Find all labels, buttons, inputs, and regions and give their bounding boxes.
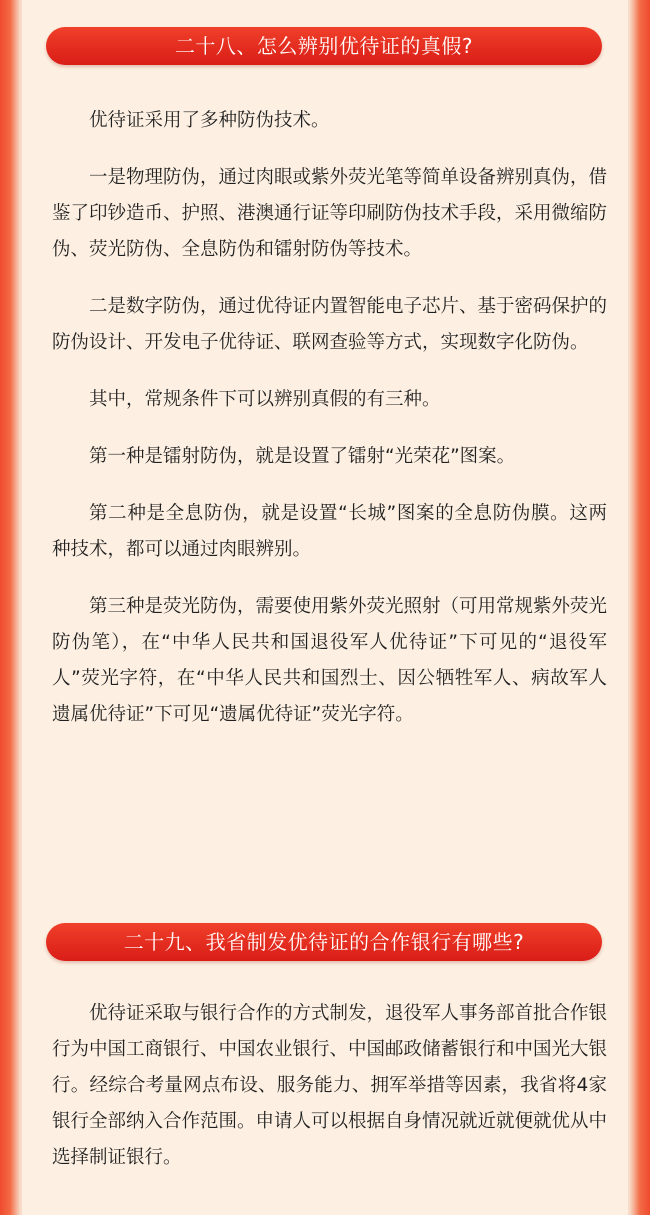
section-header-29 [46, 923, 602, 961]
section-header-28 [46, 27, 602, 65]
section-body-29 [52, 996, 607, 1176]
paragraph: 二是数字防伪，通过优待证内置智能电子芯片、基于密码保护的防伪设计、开发电子优待证、联网查验等方式，实现数字化防伪。 [52, 296, 608, 353]
paragraph: 优待证采用了多种防伪技术。 [89, 110, 330, 131]
section-title-28: 二十八、怎么辨别优待证的真假? [174, 34, 474, 58]
paragraph: 优待证采取与银行合作的方式制发，退役军人事务部首批合作银行为中国工商银行、中国农业银行、中国邮政储蓄银行和中国光大银行。经综合考量网点布设、服务能力、拥军举措等因素，我省将4家银行全部纳入合作范围。申请人可以根据自身情况就近就便就优从中选择制证银行。 [52, 1003, 608, 1168]
paragraph: 第二种是全息防伪，就是设置“长城”图案的全息防伪膜。这两种技术，都可以通过肉眼辨别。 [52, 503, 607, 560]
section-title-29: 二十九、我省制发优待证的合作银行有哪些? [123, 930, 525, 954]
paragraph: 一是物理防伪，通过肉眼或紫外荧光笔等简单设备辨别真伪，借鉴了印钞造币、护照、港澳通行证等印刷防伪技术手段，采用微缩防伪、荧光防伪、全息防伪和镭射防伪等技术。 [52, 167, 608, 260]
paragraph: 第三种是荧光防伪，需要使用紫外荧光照射（可用常规紫外荧光防伪笔），在“中华人民共和国退役军人优待证”下可见的“退役军人”荧光字符，在“中华人民共和国烈士、因公牺牲军人、病故军人遗属优待证”下可见“遗属优待证”荧光字符。 [52, 596, 608, 725]
paragraph: 其中，常规条件下可以辨别真假的有三种。 [89, 389, 441, 410]
paragraph: 第一种是镭射防伪，就是设置了镭射“光荣花”图案。 [89, 446, 516, 467]
section-body-28 [52, 103, 607, 733]
